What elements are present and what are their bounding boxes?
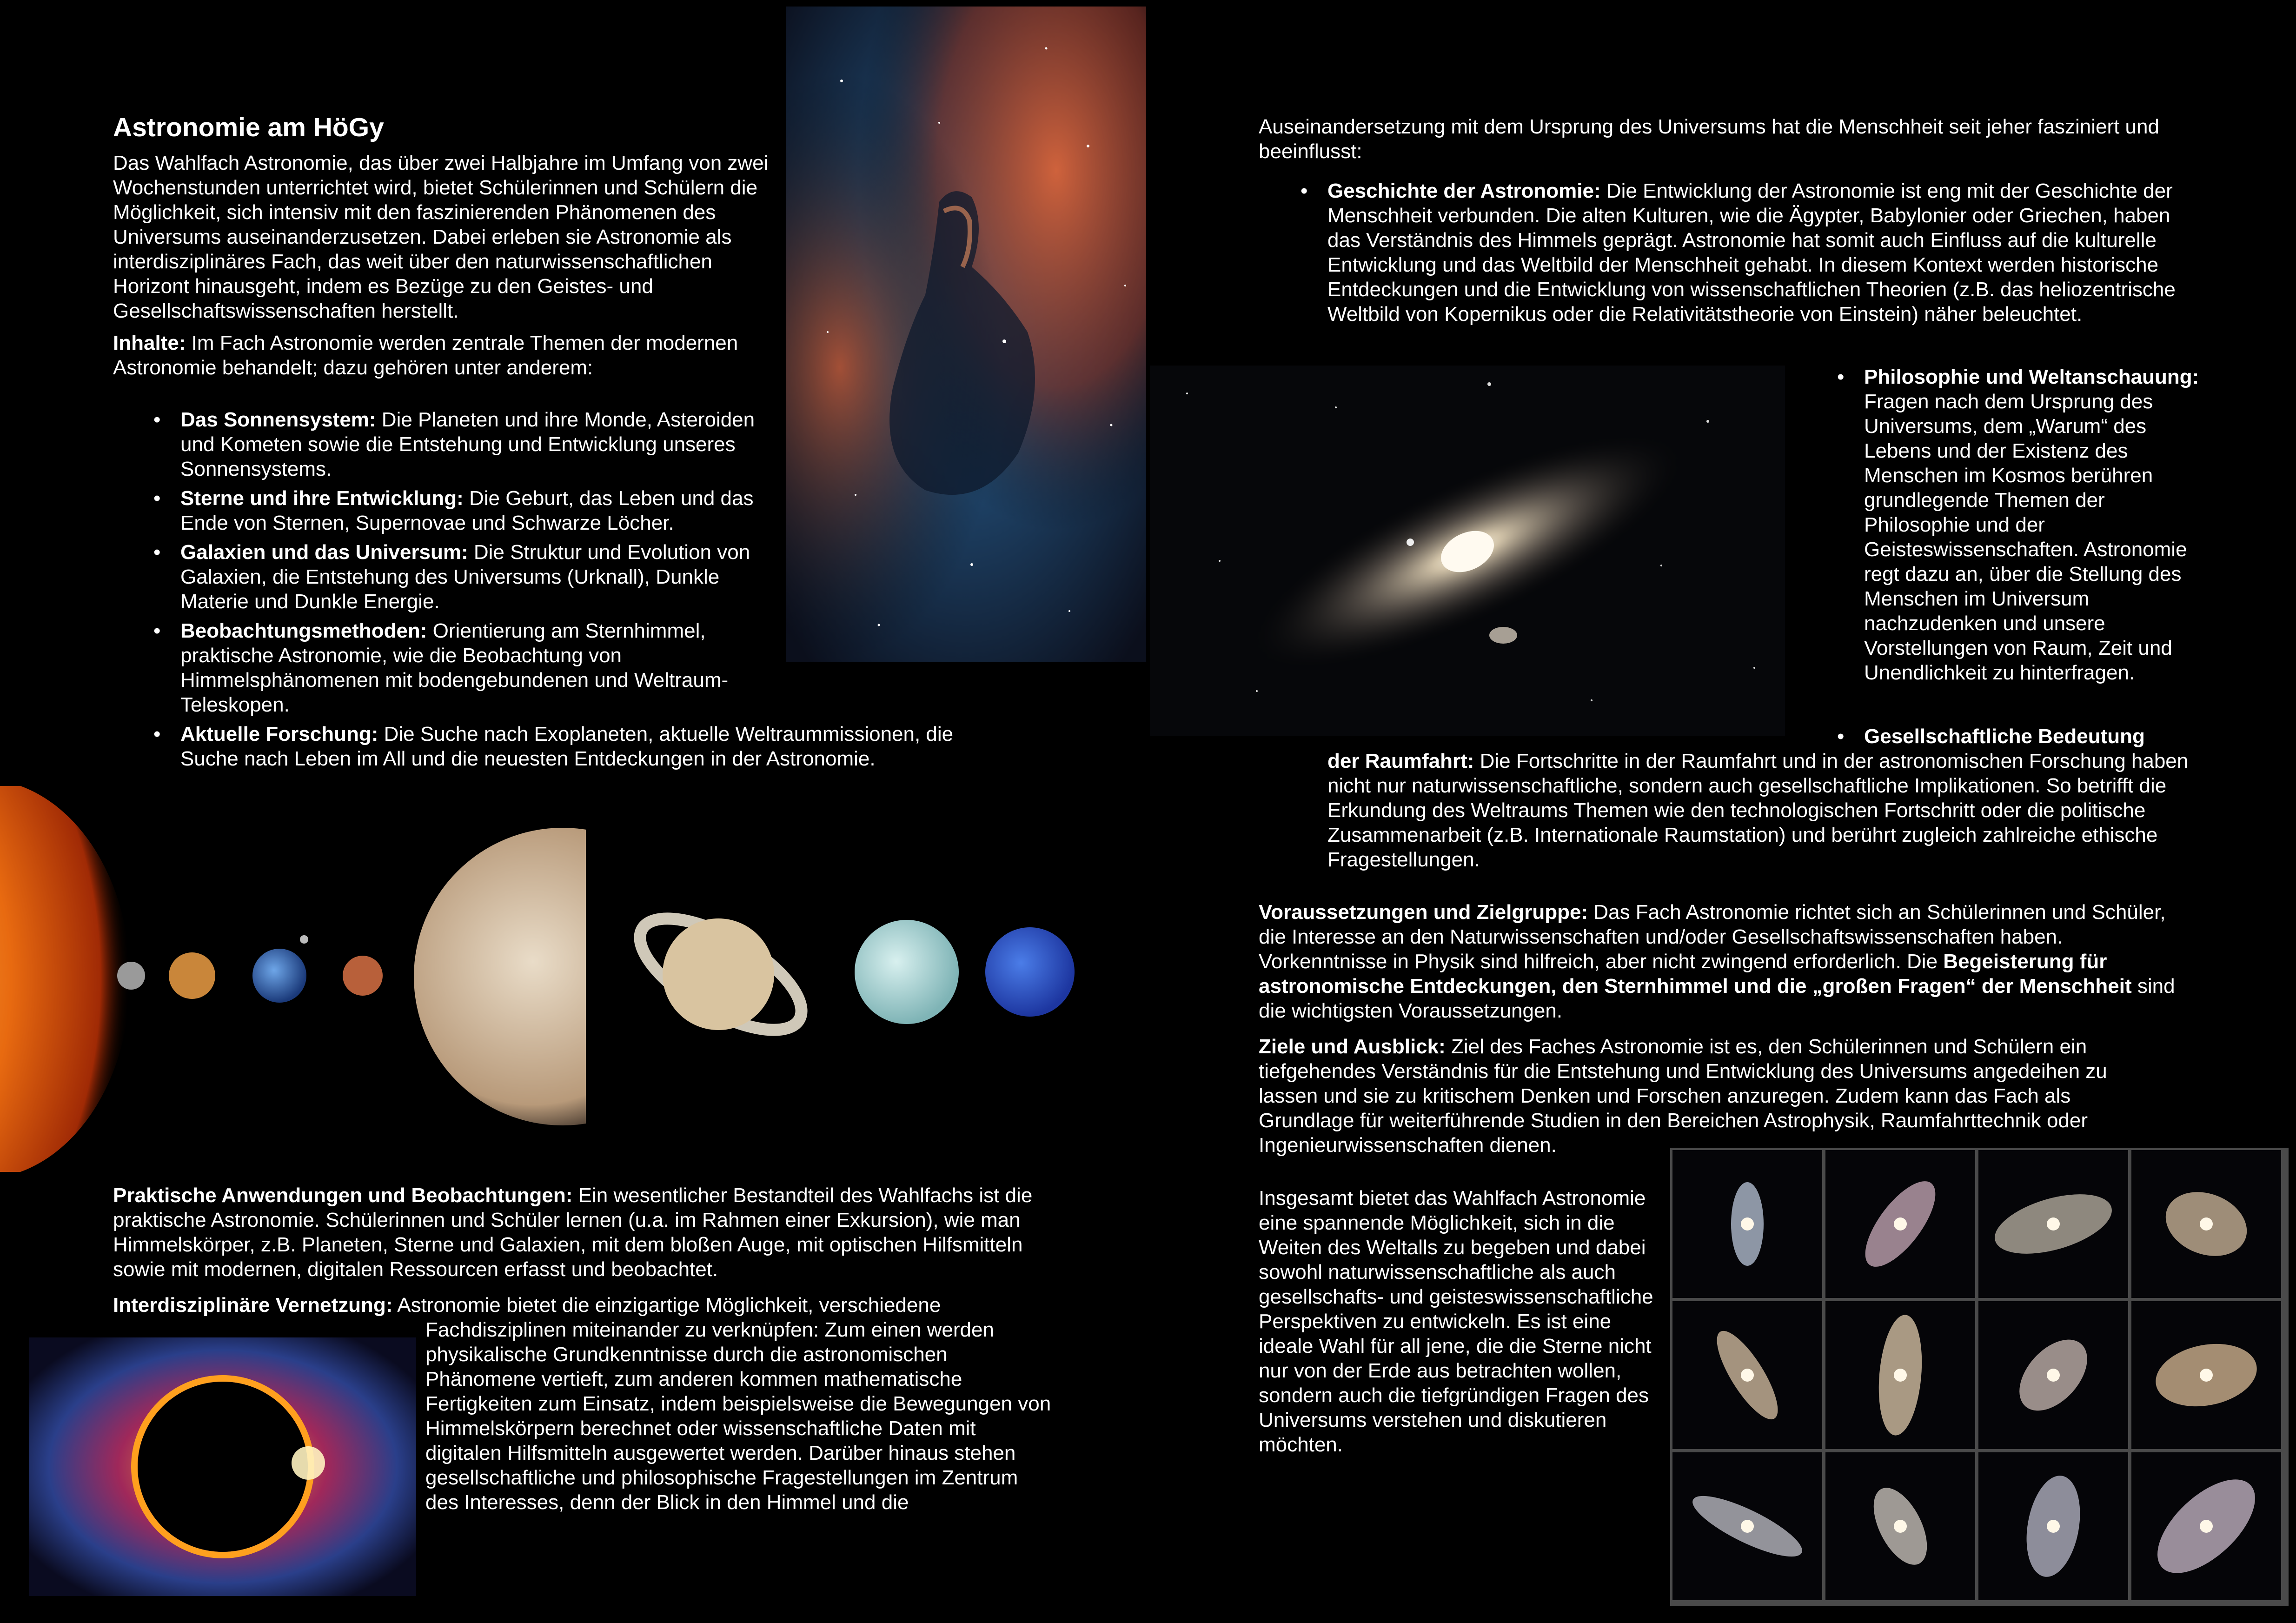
galaxy-core xyxy=(2200,1217,2213,1231)
fazit-text: Insgesamt bietet das Wahlfach Astronomie eine spannende Möglichkeit, sich in die Weiten des Weltalls zu begeben und dabei sowohl naturwissenschaftliche als auch gesellschafts- und geisteswissenschaftliche Perspektiven zu entwickeln. Es ist eine ideale Wahl für all jene, die die Sterne nicht nur von der Erde aus betrachten wollen, sondern auch die tiefgründigen Fragen des Universums verstehen und diskutieren möchten. xyxy=(1259,1187,1653,1456)
philosophie-label: Philosophie und Weltanschauung: xyxy=(1864,366,2199,388)
nebula-image xyxy=(786,7,1146,662)
galaxy-core xyxy=(1894,1217,1907,1231)
geschichte-text: Die Entwicklung der Astronomie ist eng mit der Geschichte der Menschheit verbunden. Die alten Kulturen, wie die Ägypter, Babylonier oder Griechen, haben das Verständnis des Himmels geprägt. Astronomie hat somit auch Einfluss auf die kulturelle Entwicklung und das Weltbild der Menschheit gehabt. In diesem Kontext werden historische Entdeckungen und die Entwicklung von wissenschaftlichen Theorien (z.B. das heliozentrische Weltbild von Kopernikus oder die Relativitätstheorie von Einstein) näher beleuchtet. xyxy=(1327,180,2176,326)
list-item-text: Die Geburt, das Leben und das Ende von Sternen, Supernovae und Schwarze Löcher. xyxy=(180,487,754,534)
inhalte-paragraph xyxy=(113,331,778,380)
ziele-label: Ziele und Ausblick: xyxy=(1259,1035,1446,1058)
interdisziplinaer-text-rest: Fachdisziplinen miteinander zu verknüpfen: Zum einen werden physikalische Grundkenntnisse durch die astronomischen Phänomene vertieft, zum anderen kommen mathematische Fertigkeiten zum Einsatz, indem beispielsweise die Bewegungen von Himmelskörpern berechnet oder wissenschaftliche Daten mit digitalen Hilfsmitteln ausgewertet werden. Darüber hinaus stehen gesellschaftliche und philosophische Fragestellungen im Zentrum des Interesses, denn der Blick in den Himmel und die xyxy=(425,1318,1051,1514)
philosophie-text: Fragen nach dem Ursprung des Universums, dem „Warum“ des Lebens und der Existenz des Menschen im Kosmos berühren grundlegende Themen der Philosophie und der Geisteswissenschaften. Astronomie regt dazu an, über die Stellung des Menschen im Universum nachzudenken und unsere Vorstellungen von Raum, Zeit und Unendlichkeit zu hinterfragen. xyxy=(1864,390,2187,684)
list-item xyxy=(180,619,762,717)
galaxy-core xyxy=(1741,1520,1754,1533)
galaxy-core xyxy=(1894,1520,1907,1533)
eclipse-image xyxy=(29,1337,416,1596)
ziele-text: Ziel des Faches Astronomie ist es, den Schülerinnen und Schülern ein tiefgehendes Verständnis für die Entstehung und Entwicklung des Universums angedeihen zu lassen und sie zu kritischem Denken und Forschen anzuregen. Zudem kann das Fach als Grundlage für weiterführende Studien in den Bereichen Astrophysik, Raumfahrttechnik oder Ingenieurwissenschaften dienen. xyxy=(1259,1035,2107,1157)
list-item-text: Die Planeten und ihre Monde, Asteroiden und Kometen sowie die Entstehung und Entwicklung unseres Sonnensystems. xyxy=(180,408,755,480)
list-item-label: Das Sonnensystem: xyxy=(180,408,376,431)
page-title: Astronomie am HöGy xyxy=(113,113,384,142)
voraussetzungen-bold: Begeisterung für astronomische Entdeckungen, den Sternhimmel und die „großen Fragen“ der Menschheit xyxy=(1259,950,2132,998)
list-item xyxy=(1327,179,2192,326)
geschichte-item xyxy=(1327,179,2192,331)
galaxy-core xyxy=(2200,1520,2213,1533)
right-intro-text: Auseinandersetzung mit dem Ursprung des Universums hat die Menschheit seit jeher fasziniert und beeinflusst: xyxy=(1259,115,2159,163)
gesellschaft-item-rest xyxy=(1327,749,2192,872)
inhalte-text: Im Fach Astronomie werden zentrale Themen der modernen Astronomie behandelt; dazu gehören unter anderem: xyxy=(113,332,738,379)
galaxy-core xyxy=(1741,1217,1754,1231)
voraussetzungen-text-end: sind die wichtigsten Voraussetzungen. xyxy=(1259,975,2175,1022)
left-top-text xyxy=(113,112,778,380)
interdisziplinaer-label: Interdisziplinäre Vernetzung: xyxy=(113,1294,393,1317)
galaxy-core xyxy=(2047,1217,2060,1231)
praktisch-label: Praktische Anwendungen und Beobachtungen: xyxy=(113,1184,573,1207)
andromeda-galaxy-image xyxy=(1150,366,1785,736)
ziele-paragraph xyxy=(1259,1034,2156,1157)
gesellschaft-text: Die Fortschritte in der Raumfahrt und in der astronomischen Forschung haben nicht nur naturwissenschaftliche, sondern auch gesellschaftliche Implikationen. So betrifft die Erkundung des Weltraums Themen wie den technologischen Fortschritt oder die politische Zusammenarbeit (z.B. Internationale Raumstation) und berührt zugleich zahlreiche ethische Fragestellungen. xyxy=(1327,750,2189,871)
galaxy-core xyxy=(2200,1369,2213,1382)
list-item xyxy=(180,486,785,535)
list-item xyxy=(1864,365,2203,685)
galaxy-core xyxy=(2047,1369,2060,1382)
list-item-label: Beobachtungsmethoden: xyxy=(180,619,427,642)
praktisch-paragraph xyxy=(113,1183,1048,1282)
gesellschaft-label-rest: der Raumfahrt: xyxy=(1327,750,1474,772)
interdisziplinaer-text-first: Astronomie bietet die einzigartige Möglichkeit, verschiedene xyxy=(392,1294,941,1317)
galaxy-core xyxy=(2047,1520,2060,1533)
gesellschaft-label-first: Gesellschaftliche Bedeutung xyxy=(1864,725,2145,748)
list-item-label: Galaxien und das Universum: xyxy=(180,541,468,564)
interdisziplinaer-first-line xyxy=(113,1293,1043,1317)
list-item xyxy=(180,722,999,771)
list-item-text: Die Suche nach Exoplaneten, aktuelle Weltraummissionen, die Suche nach Leben im All und die neuesten Entdeckungen in der Astronomie. xyxy=(180,723,954,770)
right-intro xyxy=(1259,114,2189,164)
voraussetzungen-paragraph xyxy=(1259,900,2193,1023)
list-item xyxy=(1864,724,2236,749)
geschichte-label: Geschichte der Astronomie: xyxy=(1327,180,1601,202)
praktisch-text: Ein wesentlicher Bestandteil des Wahlfachs ist die praktische Astronomie. Schülerinnen und Schüler lernen (u.a. im Rahmen einer Exkursion), wie man Himmelskörper, z.B. Planeten, Sterne und Galaxien, mit dem bloßen Auge, mit optischen Hilfsmitteln sowie mit modernen, digitalen Ressourcen erfasst und beobachtet. xyxy=(113,1184,1033,1281)
galaxy-grid-image xyxy=(1670,1148,2289,1606)
fazit-paragraph xyxy=(1259,1186,1659,1457)
list-item-text: Die Struktur und Evolution von Galaxien, die Entstehung des Universums (Urknall), Dunkle Materie und Dunkle Energie. xyxy=(180,541,750,613)
inhalte-label: Inhalte: xyxy=(113,332,186,354)
philosophie-item xyxy=(1864,365,2203,690)
list-item xyxy=(180,407,785,481)
galaxy-core xyxy=(1894,1369,1907,1382)
intro-paragraph: Das Wahlfach Astronomie, das über zwei Halbjahre im Umfang von zwei Wochenstunden unterrichtet wird, bietet Schülerinnen und Schülern die Möglichkeit, sich intensiv mit den faszinierenden Phänomenen des Universums auseinanderzusetzen. Dabei erleben sie Astronomie als interdisziplinäres Fach, das weit über den naturwissenschaftlichen Horizont hinausgeht, indem es Bezüge zu den Geistes- und Gesellschaftswissenschaften herstellt. xyxy=(113,152,769,322)
voraussetzungen-label: Voraussetzungen und Zielgruppe: xyxy=(1259,901,1588,924)
list-item-label: Sterne und ihre Entwicklung: xyxy=(180,487,464,510)
galaxy-core xyxy=(1741,1369,1754,1382)
solar-system-image xyxy=(0,786,1088,1172)
voraussetzungen-text: Das Fach Astronomie richtet sich an Schülerinnen und Schüler, die Interesse an den Naturwissenschaften und/oder Gesellschaftswissenschaften haben. Vorkenntnisse in Physik sind hilfreich, aber nicht zwingend erforderlich. Die xyxy=(1259,901,2166,973)
inhalte-list xyxy=(180,407,954,776)
list-item xyxy=(180,540,785,614)
interdisziplinaer-rest xyxy=(425,1317,1053,1515)
list-item-label: Aktuelle Forschung: xyxy=(180,723,378,745)
list-item-text: Orientierung am Sternhimmel, praktische Astronomie, wie die Beobachtung von Himmelsphänomenen mit bodengebundenen und Weltraum-Teleskopen. xyxy=(180,619,729,716)
